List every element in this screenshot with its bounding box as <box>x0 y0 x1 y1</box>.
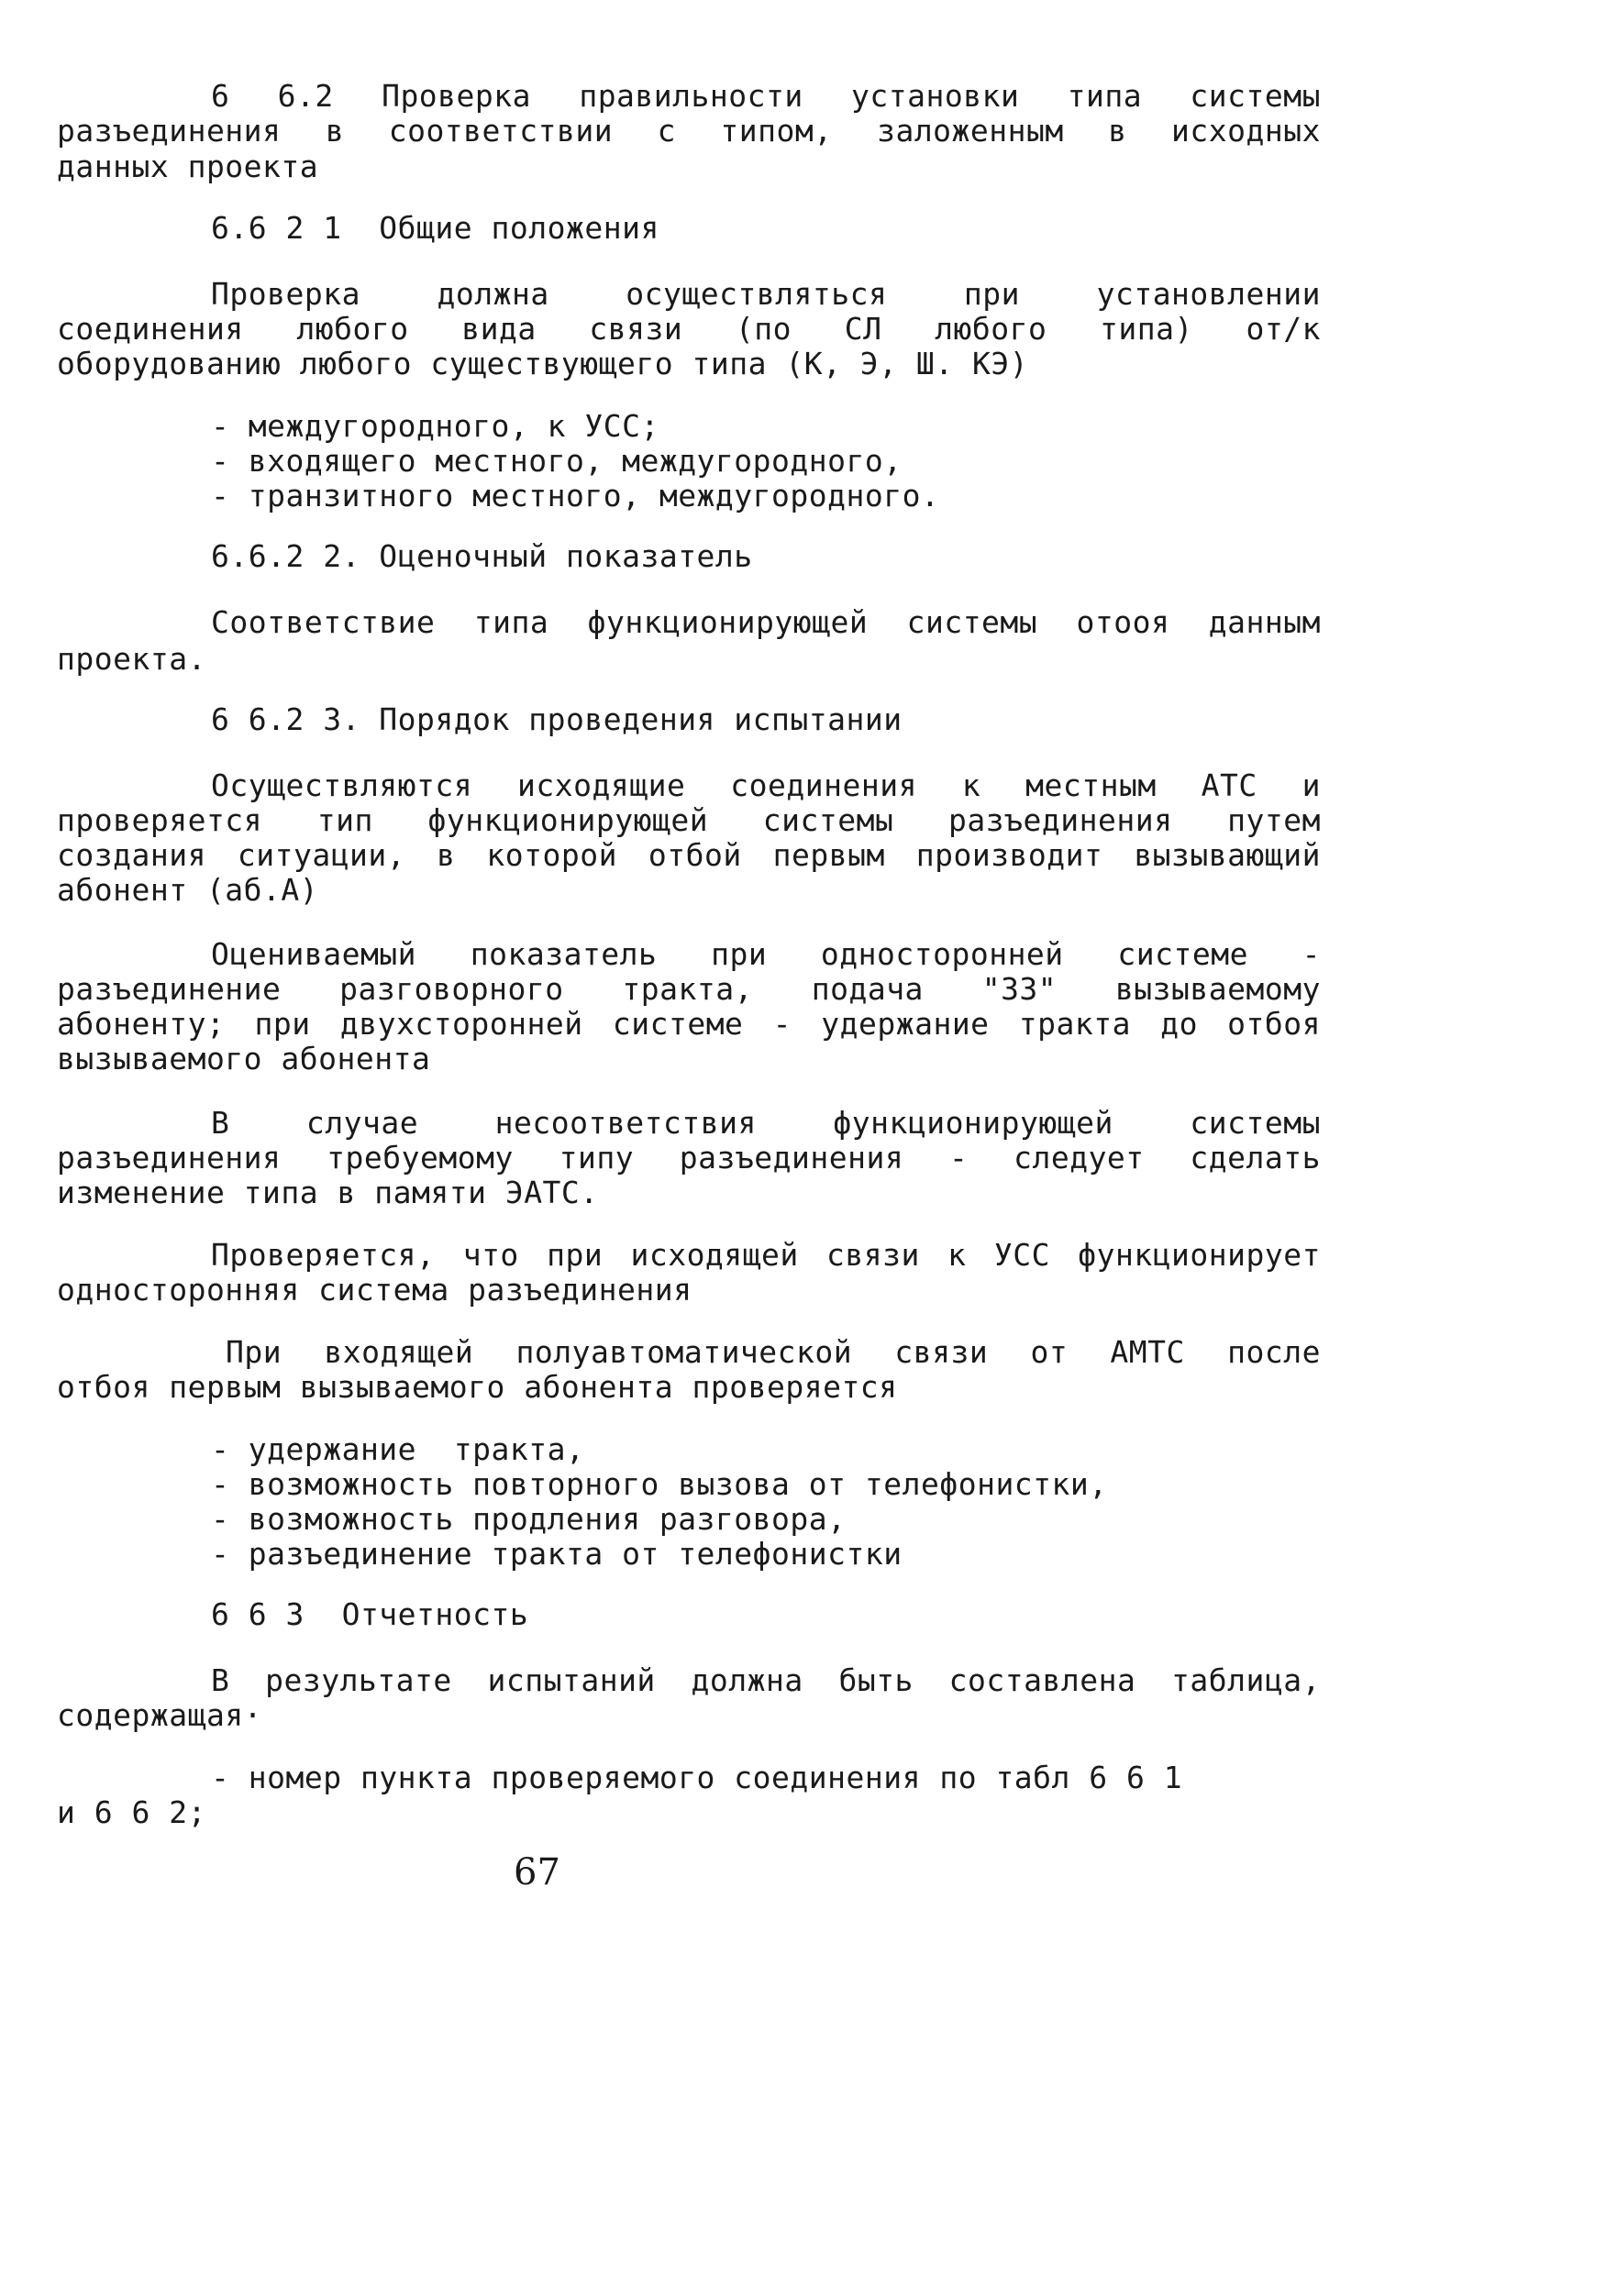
paragraph-line: Оцениваемый показатель при односторонней системе - <box>211 936 1321 972</box>
paragraph-line: абоненту; при двухсторонней системе - удержание тракта до отбоя <box>57 1006 1321 1042</box>
list-item: - разъединение тракта от телефонистки <box>211 1536 903 1572</box>
subsection-title: 6 6.2 3. Порядок проведения испытании <box>211 701 903 737</box>
paragraph-line: разъединение разговорного тракта, подача "33" вызываемому <box>57 971 1321 1007</box>
paragraph-line: соединения любого вида связи (по СЛ любого типа) от/к <box>57 311 1321 347</box>
paragraph-line: создания ситуации, в которой отбой первым производит вызывающий <box>57 837 1321 873</box>
paragraph-line: изменение типа в памяти ЭАТС. <box>57 1175 599 1210</box>
paragraph-line: проекта. <box>57 641 206 677</box>
paragraph-line: Проверяется, что при исходящей связи к УСС функционирует <box>211 1237 1321 1273</box>
subsection-title: 6.6 2 1 Общие положения <box>211 210 659 246</box>
paragraph-line: разъединения требуемому типу разъединения - следует сделать <box>57 1140 1321 1176</box>
list-item: - номер пункта проверяемого соединения по табл 6 6 1 <box>211 1760 1183 1795</box>
list-item: - междугородного, к УСС; <box>211 408 659 444</box>
list-item: - входящего местного, междугородного, <box>211 443 903 479</box>
paragraph-line: абонент (аб.А) <box>57 872 319 908</box>
section-heading-line: разъединения в соответствии с типом, заложенным в исходных <box>57 113 1321 149</box>
paragraph-line: При входящей полуавтоматической связи от АМТС после <box>226 1334 1321 1370</box>
paragraph-line: Проверка должна осуществляться при установлении <box>211 276 1321 312</box>
list-item-continuation: и 6 6 2; <box>57 1794 206 1830</box>
list-item: - транзитного местного, междугородного. <box>211 478 940 513</box>
section-heading-line: 6 6.2 Проверка правильности установки типа системы <box>211 78 1321 114</box>
paragraph-line: Соответствие типа функционирующей системы отооя данным <box>211 604 1321 640</box>
subsection-title: 6 6 3 Отчетность <box>211 1596 529 1632</box>
subsection-title: 6.6.2 2. Оценочный показатель <box>211 538 753 574</box>
paragraph-line: отбоя первым вызываемого абонента проверяется <box>57 1369 898 1405</box>
page-number: 67 <box>514 1851 560 1893</box>
list-item: - удержание тракта, <box>211 1431 585 1467</box>
section-heading-line: данных проекта <box>57 149 319 184</box>
paragraph-line: проверяется тип функционирующей системы разъединения путем <box>57 802 1321 838</box>
paragraph-line: В результате испытаний должна быть составлена таблица, <box>211 1662 1321 1698</box>
paragraph-line: В случае несоответствия функционирующей системы <box>211 1105 1321 1141</box>
paragraph-line: Осуществляются исходящие соединения к местным АТС и <box>211 767 1321 803</box>
paragraph-line: содержащая· <box>57 1697 263 1733</box>
paragraph-line: оборудованию любого существующего типа (К, Э, Ш. КЭ) <box>57 346 1029 381</box>
paragraph-line: односторонняя система разъединения <box>57 1272 692 1308</box>
list-item: - возможность повторного вызова от телефонистки, <box>211 1466 1108 1502</box>
paragraph-line: вызываемого абонента <box>57 1041 431 1076</box>
list-item: - возможность продления разговора, <box>211 1501 847 1537</box>
